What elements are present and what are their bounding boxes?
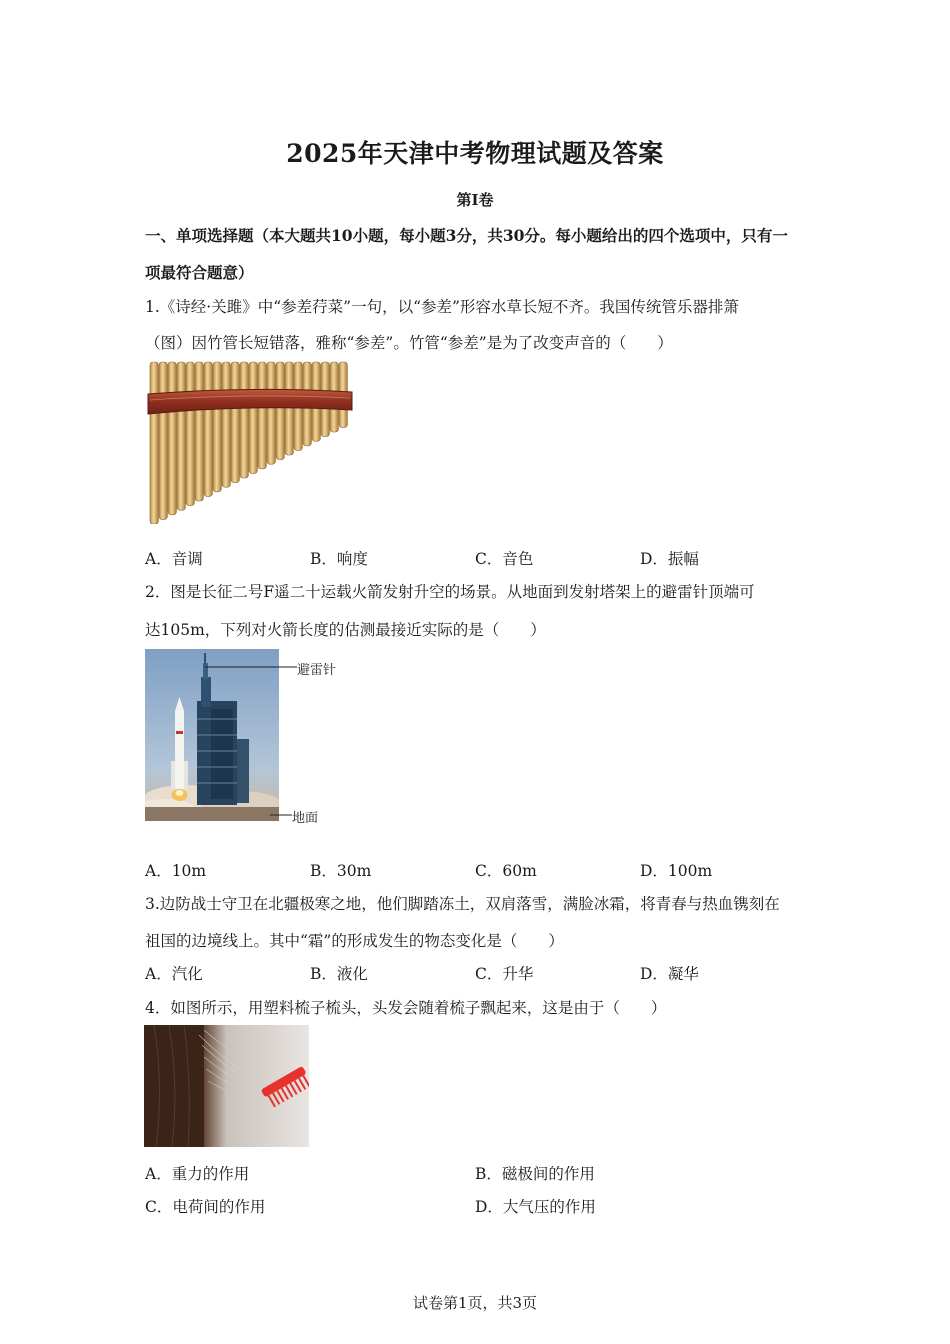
q4-option-d: D．大气压的作用: [475, 1198, 596, 1216]
lightning-rod-leader-line: [205, 666, 297, 668]
page-footer: 试卷第1页，共3页: [412, 1294, 538, 1312]
volume-heading: 第Ⅰ卷: [456, 191, 494, 209]
q4-option-b: B．磁极间的作用: [475, 1165, 595, 1183]
pan-flute-tube: [195, 362, 203, 501]
pan-flute-figure: [146, 358, 358, 524]
q3-option-c: C．升华: [475, 965, 534, 983]
page-title: 2025年天津中考物理试题及答案: [286, 139, 664, 168]
ground-label: 地面: [292, 811, 319, 826]
section-heading-line1: 一、单项选择题（本大题共10小题，每小题3分，共30分。每小题给出的四个选项中，只有一: [145, 226, 788, 245]
question-1-line1: 1.《诗经·关雎》中“参差荇菜”一句，以“参差”形容水草长短不齐。我国传统管乐器排箫: [145, 298, 739, 316]
question-3-line1: 3.边防战士守卫在北疆极寒之地，他们脚踏冻土，双肩落雪，满脸冰霜，将青春与热血镌刻在: [145, 895, 780, 913]
question-4-line1: 4．如图所示，用塑料梳子梳头，头发会随着梳子飘起来，这是由于（ ）: [145, 999, 667, 1017]
pan-flute-tube: [222, 362, 230, 487]
pan-flute-tube: [240, 362, 248, 478]
q3-option-b: B．液化: [310, 965, 368, 983]
pan-flute-tube: [285, 362, 293, 455]
q2-option-a: A．10m: [145, 862, 207, 880]
q2-option-b: B．30m: [310, 862, 372, 880]
q2-option-d: D．100m: [640, 862, 713, 880]
rocket-launch-photo: [145, 649, 279, 821]
pan-flute-tube: [204, 362, 212, 496]
q1-option-c: C．音色: [475, 550, 534, 568]
pan-flute-tube: [186, 362, 194, 506]
question-3-line2: 祖国的边境线上。其中“霜”的形成发生的物态变化是（ ）: [145, 932, 564, 950]
q4-option-c: C．电荷间的作用: [145, 1198, 266, 1216]
pan-flute-tube: [150, 362, 158, 524]
pan-flute-tube: [249, 362, 257, 473]
lightning-rod-label: 避雷针: [297, 663, 337, 678]
pan-flute-tube: [177, 362, 185, 510]
ground-leader-line: [270, 814, 292, 816]
pan-flute-tube: [267, 362, 275, 464]
q2-option-c: C．60m: [475, 862, 537, 880]
section-heading-line2: 项最符合题意）: [145, 263, 254, 282]
pan-flute-tube: [168, 362, 176, 515]
pan-flute-tube: [159, 362, 167, 519]
q1-option-d: D．振幅: [640, 550, 699, 568]
pan-flute-tube: [231, 362, 239, 483]
pan-flute-tube: [276, 362, 284, 460]
q3-option-d: D．凝华: [640, 965, 699, 983]
q1-option-a: A．音调: [145, 550, 203, 568]
q4-option-a: A．重力的作用: [145, 1165, 250, 1183]
question-2-line1: 2．图是长征二号F遥二十运载火箭发射升空的场景。从地面到发射塔架上的避雷针顶端可: [145, 583, 755, 601]
q1-option-b: B．响度: [310, 550, 368, 568]
comb-hair-photo: [144, 1025, 309, 1147]
question-1-line2: （图）因竹管长短错落，雅称“参差”。竹管“参差”是为了改变声音的（ ）: [145, 334, 673, 352]
pan-flute-tube: [213, 362, 221, 492]
q3-option-a: A．汽化: [145, 965, 203, 983]
pan-flute-tube: [258, 362, 266, 469]
question-2-line2: 达105m，下列对火箭长度的估测最接近实际的是（ ）: [145, 621, 546, 639]
